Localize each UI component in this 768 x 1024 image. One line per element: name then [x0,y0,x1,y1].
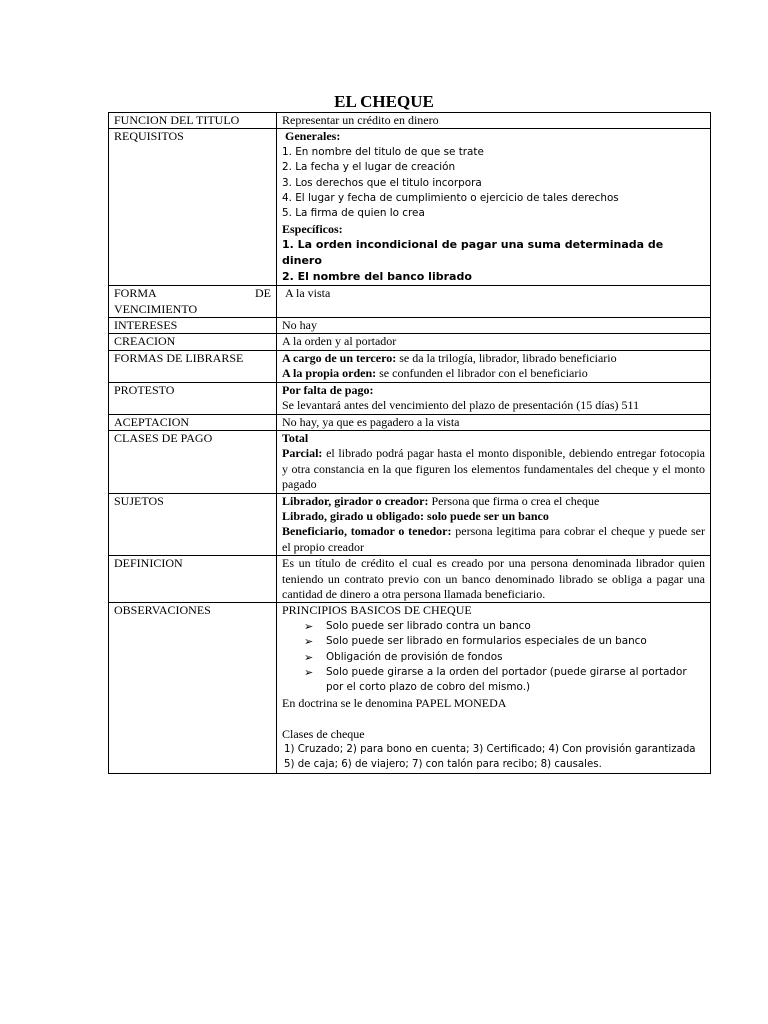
row-value-creacion: A la orden y al portador [277,334,711,350]
table-row [109,382,711,414]
row-label-clases-pago: CLASES DE PAGO [109,430,277,493]
table-row [109,113,711,129]
list-item: ➢ Obligación de provisión de fondos [304,650,503,664]
row-value-sujetos: Librador, girador o creador: Persona que firma o crea el cheque Librado, girado u obligado: solo puede ser un banco Beneficiario, tomador o tenedor: persona legitima para cobrar el cheque y puede ser el propio creador [277,493,711,556]
list-item: 2. La fecha y el lugar de creación [282,161,456,174]
table-row [109,129,711,286]
row-label-definicion: DEFINICION [109,556,277,603]
forma-label-left: FORMA [114,286,157,301]
especificos-heading: Específicos: [282,221,343,236]
clases-cheque-heading: Clases de cheque [282,726,365,741]
forma-label-right: DE [255,286,271,301]
table-row [109,603,711,773]
table-row [109,286,711,318]
list-item: 3. Los derechos que el titulo incorpora [282,176,482,189]
page-title: EL CHEQUE [334,92,434,111]
list-item: 1. La orden incondicional de pagar una suma determinada de dinero [282,238,664,268]
row-label-creacion: CREACION [109,334,277,350]
row-value-protesto: Por falta de pago: Se levantará antes del vencimiento del plazo de presentación (15 días) 511 [277,382,711,414]
generales-heading: Generales: [285,129,341,144]
table-row [109,414,711,430]
row-label-intereses: INTERESES [109,318,277,334]
row-value-definicion: Es un título de crédito el cual es creado por una persona denominada librador quien teniendo un contrato previo con un banco denominado librado se obliga a pagar una cantidad de dinero a otra persona llamada beneficiario. [277,556,711,603]
table-row [109,334,711,350]
row-label-requisitos: REQUISITOS [109,129,277,286]
row-value-formas-librarse: A cargo de un tercero: se da la trilogía, librador, librado beneficiario A la propia orden: se confunden el librador con el beneficiario [277,350,711,382]
list-item: ➢ Solo puede ser librado contra un banco [304,619,531,633]
row-label-protesto: PROTESTO [109,382,277,414]
row-value-clases-pago: Total Parcial: el librado podrá pagar hasta el monto disponible, debiendo entregar fotocopia y otra constancia en la que figuren los elementos fundamentales del cheque y el monto pagado [277,430,711,493]
especificos-list [282,237,705,285]
row-label-forma [109,286,277,318]
row-label-observaciones: OBSERVACIONES [109,603,277,773]
arrow-bullet-icon: ➢ [304,650,314,664]
principios-heading: PRINCIPIOS BASICOS DE CHEQUE [282,603,472,618]
arrow-bullet-icon: ➢ [304,666,314,679]
clases-cheque-line2: 5) de caja; 6) de viajero; 7) con talón para recibo; 8) causales. [284,759,602,771]
generales-list [282,145,705,222]
list-item: ➢ Solo puede ser librado en formularios especiales de un banco [304,635,647,649]
row-value-intereses: No hay [277,318,711,334]
table-row [109,318,711,334]
forma-label-line2: VENCIMIENTO [114,301,198,316]
table-row [109,556,711,603]
arrow-bullet-icon: ➢ [304,635,314,649]
row-value-forma: A la vista [277,286,711,318]
list-item: ➢ Solo puede girarse a la orden del portador (puede girarse al portador por el corto plazo de cobro del mismo.) [304,666,687,694]
list-item: 5. La firma de quien lo crea [282,207,425,220]
table-row [109,493,711,556]
list-item: 2. El nombre del banco librado [282,270,472,284]
row-label-aceptacion: ACEPTACION [109,414,277,430]
doctrina-text: En doctrina se le denomina PAPEL MONEDA [282,695,507,710]
list-item: 4. El lugar y fecha de cumplimiento o ejercicio de tales derechos [282,192,619,205]
arrow-bullet-icon: ➢ [304,619,314,633]
principios-list [282,619,705,696]
clases-cheque-line1: 1) Cruzado; 2) para bono en cuenta; 3) Certificado; 4) Con provisión garantizada [284,744,696,756]
row-label-sujetos: SUJETOS [109,493,277,556]
row-label-formas-librarse: FORMAS DE LIBRARSE [109,350,277,382]
row-value-aceptacion: No hay, ya que es pagadero a la vista [277,414,711,430]
list-item: 1. En nombre del titulo de que se trate [282,145,484,158]
cheque-table [108,112,711,774]
table-row [109,350,711,382]
row-value-observaciones [277,603,711,773]
row-value-funcion: Representar un crédito en dinero [277,113,711,129]
table-row [109,430,711,493]
row-value-requisitos [277,129,711,286]
row-label-funcion: FUNCION DEL TITULO [109,113,277,129]
